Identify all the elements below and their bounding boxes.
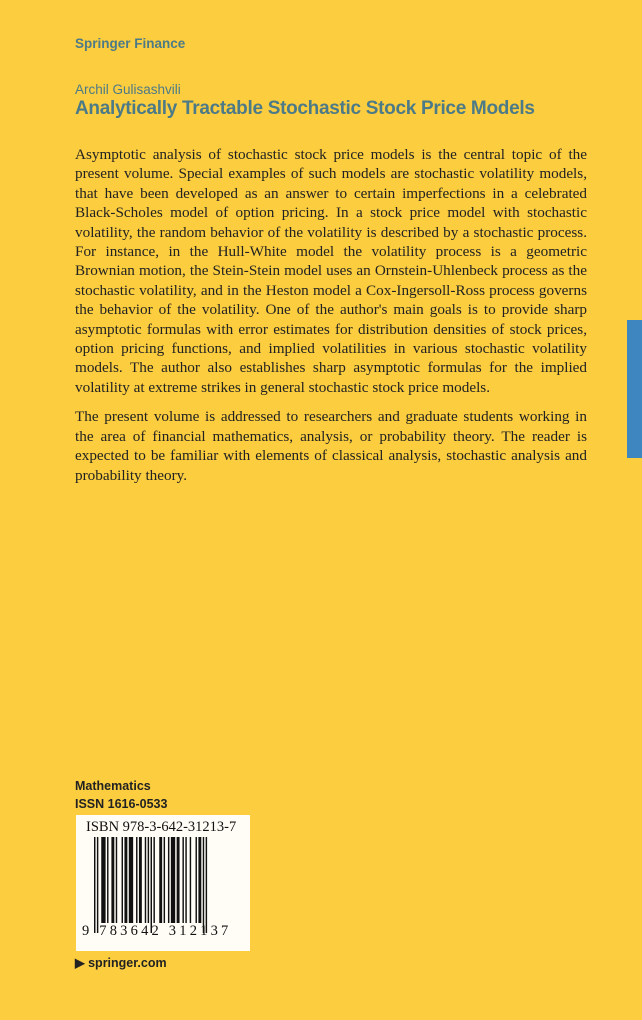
barcode-bar <box>107 837 108 923</box>
book-title: Analytically Tractable Stochastic Stock Price Models <box>75 98 535 119</box>
color-tab <box>627 320 642 458</box>
website-link[interactable] <box>75 955 167 970</box>
isbn-label: ISBN 978-3-642-31213-7 <box>86 819 237 835</box>
barcode-bar <box>198 837 201 923</box>
barcode-bar <box>185 837 186 923</box>
barcode-bar <box>129 837 133 923</box>
series-name: Springer Finance <box>75 36 186 51</box>
barcode-bar <box>196 837 197 923</box>
blurb-paragraph: Asymptotic analysis of stochastic stock price models is the central topic of the present volume. Special examples of such models are stochastic volatility models, that have been developed as an answer to certain imperfections in a celebrated Black-Scholes model of option pricing. In a stock price model with stochastic volatility, the random behavior of the volatility is described by a stochastic process. For instance, in the Hull-White model the volatility process is a geometric Brownian motion, the Stein-Stein model uses an Ornstein-Uhlenbeck process as the stochastic volatility, and in the Heston model a Cox-Ingersoll-Ross process governs the behavior of the volatility. One of the author's main goals is to provide sharp asymptotic formulas with error estimates for distribution densities of stock prices, option pricing functions, and implied volatilities in various stochastic volatility models. The author also establishes sharp asymptotic formulas for the implied volatility at extreme strikes in general stochastic stock price models. <box>75 146 587 396</box>
barcode-bar <box>116 837 117 923</box>
barcode-bar <box>124 837 127 923</box>
barcode-bar <box>206 837 207 933</box>
barcode-bar <box>101 837 105 923</box>
barcode-bar <box>171 837 175 923</box>
barcode-bar <box>159 837 162 923</box>
blurb-paragraph: The present volume is addressed to researchers and graduate students working in the area of financial mathematics, analysis, or probability theory. The reader is expected to be familiar with elements of classical analysis, stochastic analysis and probability theory. <box>75 408 587 484</box>
triangle-right-icon: ▶ <box>75 956 85 970</box>
barcode-bar <box>203 837 204 933</box>
barcode-bar <box>139 837 142 923</box>
barcode-bar <box>182 837 183 923</box>
barcode-bar <box>164 837 165 923</box>
barcode-bar <box>177 837 180 923</box>
barcode-bar <box>190 837 191 923</box>
website-label: springer.com <box>88 956 167 970</box>
barcode-bar <box>136 837 137 923</box>
barcode-bar <box>148 837 149 923</box>
barcode <box>76 815 250 951</box>
barcode-digits: 9 783642 312137 <box>82 923 232 939</box>
barcode-bar <box>94 837 95 933</box>
barcode-bar <box>97 837 98 933</box>
barcode-bar <box>145 837 146 923</box>
issn-label: ISSN 1616-0533 <box>75 797 168 811</box>
barcode-bar <box>153 837 154 923</box>
author-name: Archil Gulisashvili <box>75 82 181 97</box>
subject-info <box>75 777 167 813</box>
subject-label: Mathematics <box>75 779 151 793</box>
barcode-bar <box>122 837 123 923</box>
barcode-bar <box>151 837 152 933</box>
blurb <box>75 145 587 495</box>
barcode-bar <box>168 837 169 923</box>
barcode-bar <box>111 837 114 923</box>
